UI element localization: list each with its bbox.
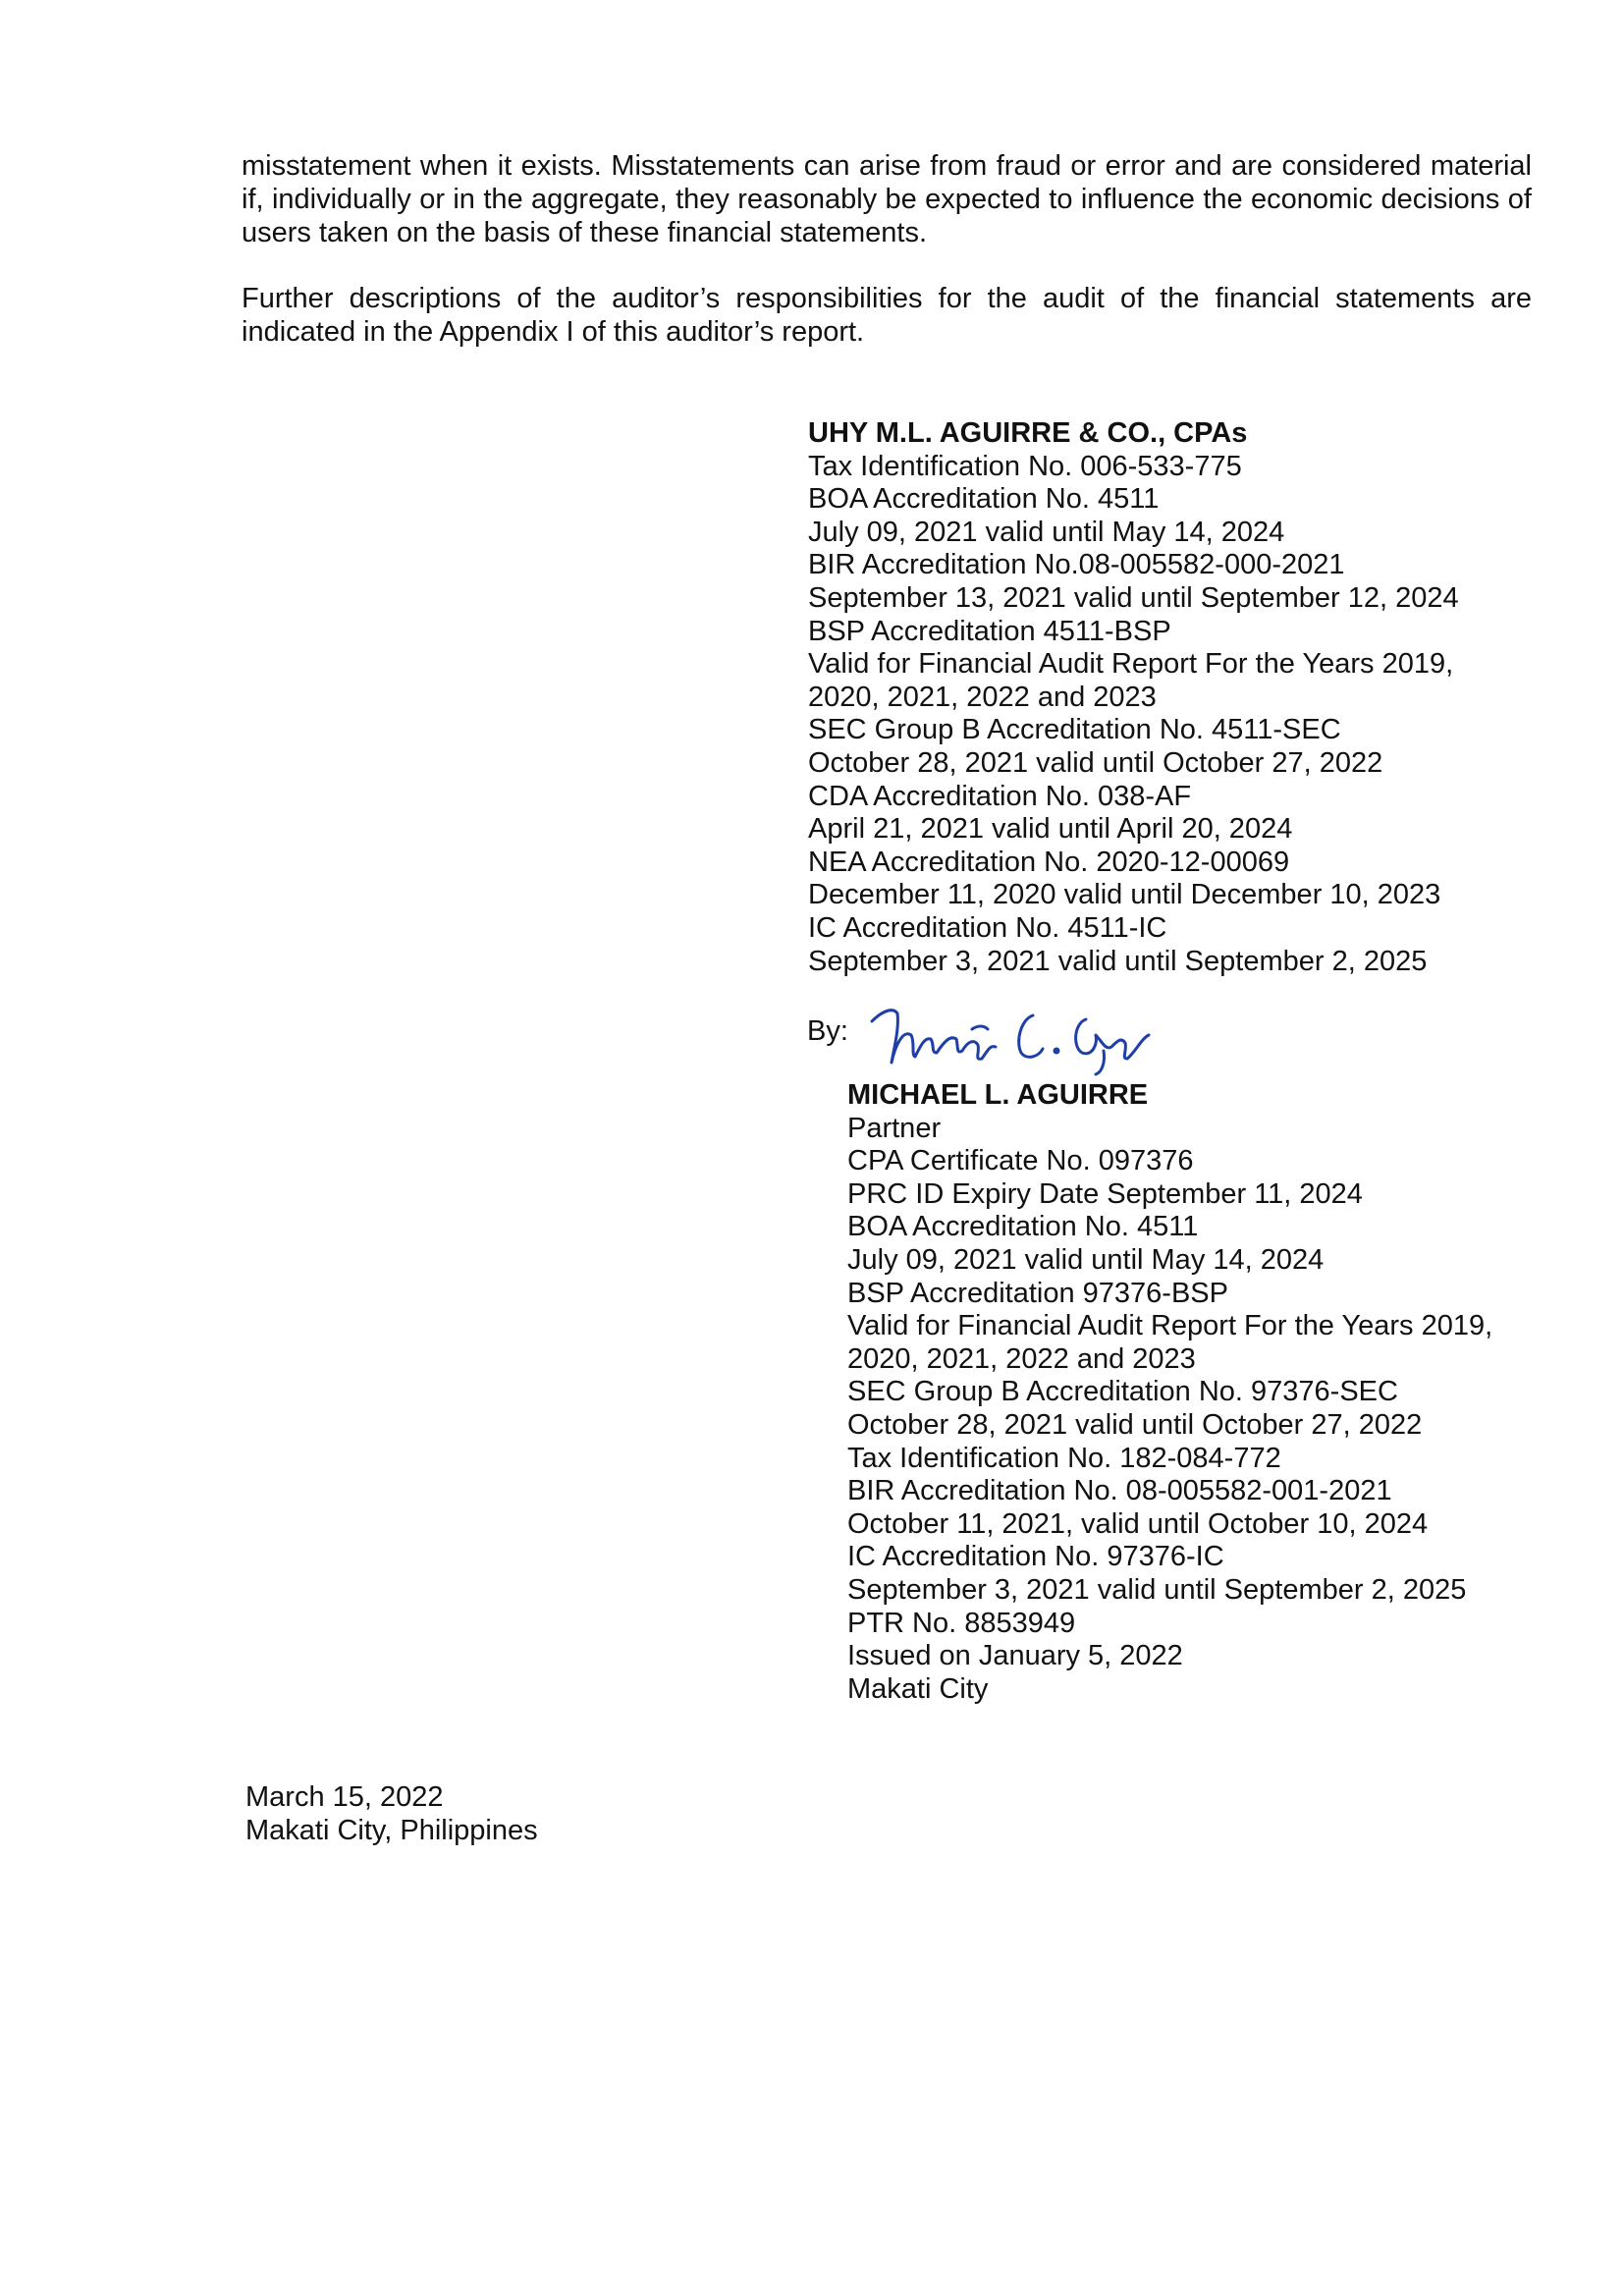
partner-line: CPA Certificate No. 097376 xyxy=(847,1145,1194,1177)
partner-line: 2020, 2021, 2022 and 2023 xyxy=(847,1342,1196,1375)
firm-name: UHY M.L. AGUIRRE & CO., CPAs xyxy=(808,417,1248,449)
report-date-block xyxy=(245,1781,538,1847)
report-date: March 15, 2022 xyxy=(245,1781,444,1813)
paragraph-misstatement: misstatement when it exists. Misstatements can arise from fraud or error and are considered material if, individually or in the aggregate, they reasonably be expected to influence the economic decisions of users taken on the basis of these financial statements. xyxy=(242,150,1532,248)
partner-line: July 09, 2021 valid until May 14, 2024 xyxy=(847,1243,1325,1276)
firm-line: BIR Accreditation No.08-005582-000-2021 xyxy=(808,549,1345,581)
partner-line: October 28, 2021 valid until October 27, 2022 xyxy=(847,1408,1423,1441)
firm-line: September 13, 2021 valid until September 12, 2024 xyxy=(808,581,1459,614)
firm-line: April 21, 2021 valid until April 20, 2024 xyxy=(808,813,1293,846)
partner-line: Tax Identification No. 182-084-772 xyxy=(847,1442,1281,1474)
firm-line: CDA Accreditation No. 038-AF xyxy=(808,780,1192,812)
partner-line: Issued on January 5, 2022 xyxy=(847,1640,1183,1672)
partner-accreditation-block xyxy=(847,1079,1492,1706)
partner-line: Partner xyxy=(847,1112,942,1144)
partner-line: BSP Accreditation 97376-BSP xyxy=(847,1277,1228,1309)
by-label: By: xyxy=(807,1015,848,1047)
partner-line: September 3, 2021 valid until September 2, 2025 xyxy=(847,1573,1467,1606)
paragraph-further-descriptions: Further descriptions of the auditor’s responsibilities for the audit of the financial statements are indicated in the Appendix I of this auditor’s report. xyxy=(242,283,1532,348)
firm-line: September 3, 2021 valid until September 2, 2025 xyxy=(808,945,1428,977)
partner-line: IC Accreditation No. 97376-IC xyxy=(847,1541,1224,1573)
partner-name: MICHAEL L. AGUIRRE xyxy=(847,1079,1149,1111)
firm-line: Tax Identification No. 006-533-775 xyxy=(808,450,1242,482)
partner-line: PRC ID Expiry Date September 11, 2024 xyxy=(847,1177,1363,1210)
partner-line: BIR Accreditation No. 08-005582-001-2021 xyxy=(847,1475,1392,1507)
report-place: Makati City, Philippines xyxy=(245,1814,538,1846)
firm-accreditation-block xyxy=(808,417,1459,978)
firm-line: October 28, 2021 valid until October 27, 2022 xyxy=(808,746,1383,779)
partner-line: Valid for Financial Audit Report For the Years 2019, xyxy=(847,1310,1493,1342)
partner-line: SEC Group B Accreditation No. 97376-SEC xyxy=(847,1376,1398,1408)
partner-line: BOA Accreditation No. 4511 xyxy=(847,1211,1199,1243)
firm-line: BOA Accreditation No. 4511 xyxy=(808,483,1160,516)
firm-line: Valid for Financial Audit Report For the Years 2019, xyxy=(808,648,1454,681)
partner-line: October 11, 2021, valid until October 10, 2024 xyxy=(847,1507,1429,1540)
firm-line: SEC Group B Accreditation No. 4511-SEC xyxy=(808,714,1341,746)
partner-line: Makati City xyxy=(847,1672,989,1705)
firm-line: 2020, 2021, 2022 and 2023 xyxy=(808,681,1157,713)
firm-line: July 09, 2021 valid until May 14, 2024 xyxy=(808,516,1285,548)
firm-line: IC Accreditation No. 4511-IC xyxy=(808,911,1167,944)
firm-line: December 11, 2020 valid until December 10, 2023 xyxy=(808,879,1441,911)
handwritten-signature xyxy=(864,990,1159,1078)
firm-line: BSP Accreditation 4511-BSP xyxy=(808,615,1171,647)
firm-line: NEA Accreditation No. 2020-12-00069 xyxy=(808,846,1290,878)
partner-line: PTR No. 8853949 xyxy=(847,1607,1076,1639)
